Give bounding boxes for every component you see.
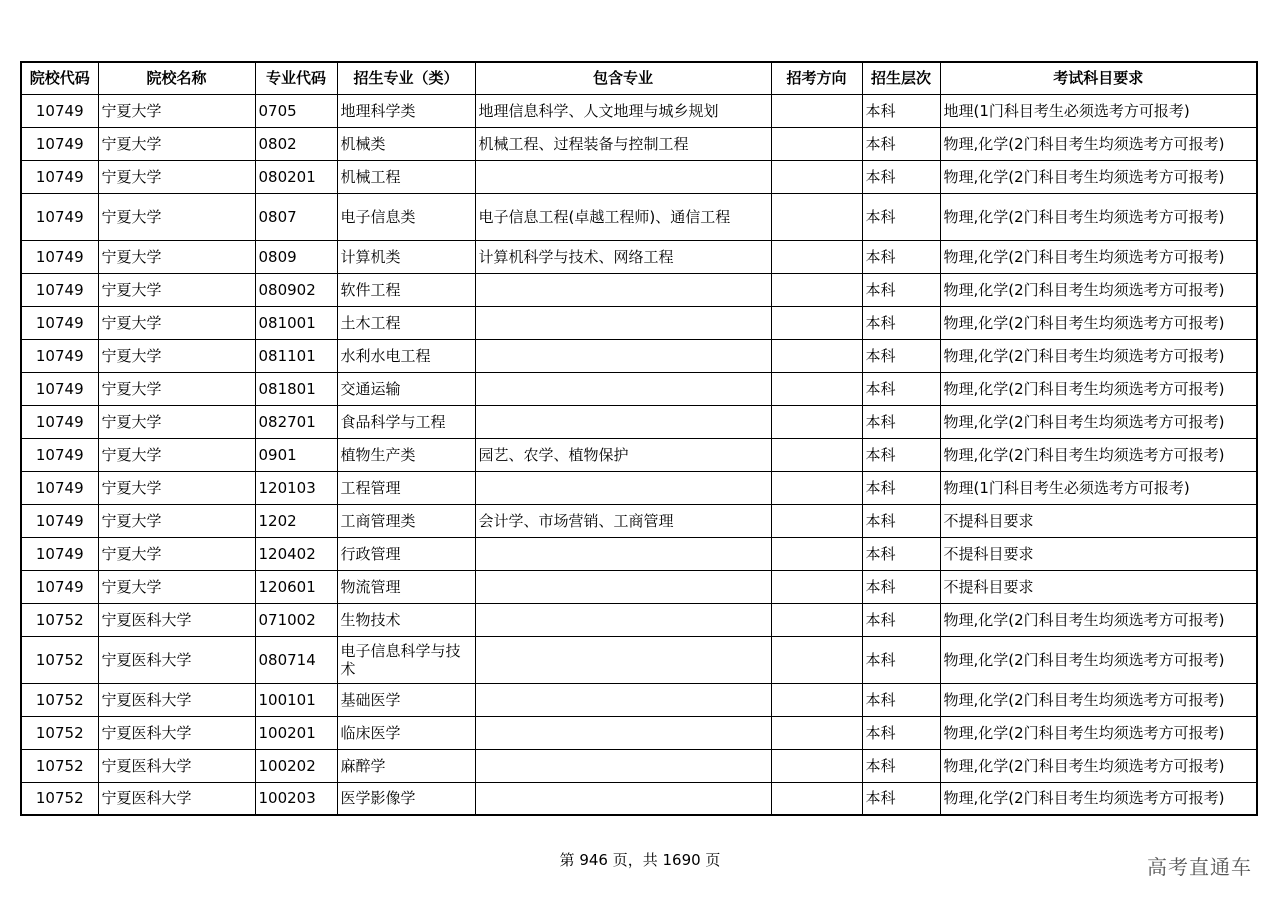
cell-school-code: 10749 [21, 471, 98, 504]
column-header-major-code: 专业代码 [255, 62, 337, 94]
cell-included-majors [475, 339, 771, 372]
cell-subject-requirements: 物理(1门科目考生必须选考方可报考) [940, 471, 1257, 504]
table-row [21, 94, 1257, 127]
cell-included-majors: 机械工程、过程装备与控制工程 [475, 127, 771, 160]
cell-school-code: 10749 [21, 160, 98, 193]
cell-major-code: 081101 [255, 339, 337, 372]
cell-school-code: 10749 [21, 405, 98, 438]
cell-included-majors [475, 716, 771, 749]
cell-included-majors [475, 782, 771, 815]
table-row [21, 471, 1257, 504]
cell-exam-direction [771, 683, 862, 716]
cell-school-code: 10749 [21, 504, 98, 537]
cell-major-category: 麻醉学 [337, 749, 475, 782]
cell-included-majors: 会计学、市场营销、工商管理 [475, 504, 771, 537]
cell-subject-requirements: 物理,化学(2门科目考生均须选考方可报考) [940, 438, 1257, 471]
cell-major-code: 081801 [255, 372, 337, 405]
cell-school-name: 宁夏大学 [98, 537, 255, 570]
column-header-exam-direction: 招考方向 [771, 62, 862, 94]
column-header-included-majors: 包含专业 [475, 62, 771, 94]
column-header-school-code: 院校代码 [21, 62, 98, 94]
cell-included-majors [475, 273, 771, 306]
table-row [21, 749, 1257, 782]
cell-included-majors: 园艺、农学、植物保护 [475, 438, 771, 471]
cell-included-majors [475, 471, 771, 504]
table-row [21, 537, 1257, 570]
cell-school-name: 宁夏大学 [98, 372, 255, 405]
cell-included-majors [475, 306, 771, 339]
cell-school-name: 宁夏大学 [98, 240, 255, 273]
cell-school-code: 10749 [21, 94, 98, 127]
cell-school-code: 10749 [21, 240, 98, 273]
cell-included-majors [475, 683, 771, 716]
cell-subject-requirements: 物理,化学(2门科目考生均须选考方可报考) [940, 240, 1257, 273]
cell-school-name: 宁夏大学 [98, 471, 255, 504]
cell-admission-level: 本科 [862, 94, 940, 127]
cell-major-code: 100101 [255, 683, 337, 716]
cell-exam-direction [771, 570, 862, 603]
cell-major-code: 120103 [255, 471, 337, 504]
cell-admission-level: 本科 [862, 127, 940, 160]
cell-exam-direction [771, 504, 862, 537]
cell-admission-level: 本科 [862, 438, 940, 471]
cell-school-code: 10752 [21, 683, 98, 716]
table-row [21, 570, 1257, 603]
cell-major-code: 0901 [255, 438, 337, 471]
cell-major-code: 0807 [255, 193, 337, 240]
cell-school-name: 宁夏医科大学 [98, 782, 255, 815]
cell-exam-direction [771, 160, 862, 193]
cell-admission-level: 本科 [862, 683, 940, 716]
table-row [21, 240, 1257, 273]
cell-included-majors [475, 160, 771, 193]
cell-exam-direction [771, 636, 862, 683]
cell-school-code: 10749 [21, 273, 98, 306]
cell-subject-requirements: 物理,化学(2门科目考生均须选考方可报考) [940, 273, 1257, 306]
cell-major-code: 0705 [255, 94, 337, 127]
cell-major-code: 071002 [255, 603, 337, 636]
cell-exam-direction [771, 716, 862, 749]
cell-subject-requirements: 物理,化学(2门科目考生均须选考方可报考) [940, 127, 1257, 160]
table-row [21, 636, 1257, 683]
cell-exam-direction [771, 94, 862, 127]
cell-subject-requirements: 物理,化学(2门科目考生均须选考方可报考) [940, 193, 1257, 240]
cell-major-category: 机械类 [337, 127, 475, 160]
table-body [21, 94, 1257, 815]
cell-school-name: 宁夏医科大学 [98, 683, 255, 716]
cell-school-code: 10749 [21, 339, 98, 372]
cell-major-code: 0802 [255, 127, 337, 160]
cell-subject-requirements: 物理,化学(2门科目考生均须选考方可报考) [940, 749, 1257, 782]
cell-subject-requirements: 物理,化学(2门科目考生均须选考方可报考) [940, 683, 1257, 716]
cell-school-name: 宁夏大学 [98, 193, 255, 240]
cell-subject-requirements: 物理,化学(2门科目考生均须选考方可报考) [940, 160, 1257, 193]
cell-major-code: 082701 [255, 405, 337, 438]
cell-major-code: 120402 [255, 537, 337, 570]
cell-subject-requirements: 地理(1门科目考生必须选考方可报考) [940, 94, 1257, 127]
cell-included-majors [475, 749, 771, 782]
table-row [21, 504, 1257, 537]
cell-major-category: 地理科学类 [337, 94, 475, 127]
table-header-row [21, 62, 1257, 94]
cell-major-code: 1202 [255, 504, 337, 537]
cell-included-majors [475, 405, 771, 438]
cell-exam-direction [771, 537, 862, 570]
cell-school-name: 宁夏大学 [98, 306, 255, 339]
cell-school-name: 宁夏大学 [98, 127, 255, 160]
cell-school-name: 宁夏大学 [98, 570, 255, 603]
cell-school-code: 10752 [21, 749, 98, 782]
cell-admission-level: 本科 [862, 782, 940, 815]
cell-major-code: 100202 [255, 749, 337, 782]
cell-admission-level: 本科 [862, 160, 940, 193]
admission-requirements-table [20, 61, 1258, 816]
cell-major-category: 水利水电工程 [337, 339, 475, 372]
cell-admission-level: 本科 [862, 405, 940, 438]
cell-included-majors [475, 603, 771, 636]
cell-exam-direction [771, 782, 862, 815]
cell-admission-level: 本科 [862, 471, 940, 504]
cell-subject-requirements: 物理,化学(2门科目考生均须选考方可报考) [940, 405, 1257, 438]
cell-subject-requirements: 物理,化学(2门科目考生均须选考方可报考) [940, 306, 1257, 339]
cell-included-majors [475, 537, 771, 570]
cell-school-code: 10749 [21, 372, 98, 405]
cell-admission-level: 本科 [862, 339, 940, 372]
table-row [21, 160, 1257, 193]
cell-admission-level: 本科 [862, 193, 940, 240]
cell-major-category: 电子信息科学与技术 [337, 636, 475, 683]
cell-school-name: 宁夏大学 [98, 339, 255, 372]
cell-included-majors [475, 570, 771, 603]
column-header-admission-level: 招生层次 [862, 62, 940, 94]
cell-school-name: 宁夏医科大学 [98, 749, 255, 782]
cell-subject-requirements: 物理,化学(2门科目考生均须选考方可报考) [940, 603, 1257, 636]
cell-school-code: 10749 [21, 193, 98, 240]
cell-exam-direction [771, 240, 862, 273]
cell-admission-level: 本科 [862, 504, 940, 537]
cell-major-category: 工程管理 [337, 471, 475, 504]
cell-major-code: 080201 [255, 160, 337, 193]
cell-major-code: 120601 [255, 570, 337, 603]
cell-school-name: 宁夏医科大学 [98, 636, 255, 683]
cell-major-code: 080902 [255, 273, 337, 306]
cell-exam-direction [771, 438, 862, 471]
cell-major-category: 交通运输 [337, 372, 475, 405]
cell-included-majors: 计算机科学与技术、网络工程 [475, 240, 771, 273]
cell-subject-requirements: 物理,化学(2门科目考生均须选考方可报考) [940, 339, 1257, 372]
cell-major-category: 工商管理类 [337, 504, 475, 537]
cell-subject-requirements: 物理,化学(2门科目考生均须选考方可报考) [940, 782, 1257, 815]
cell-admission-level: 本科 [862, 603, 940, 636]
cell-school-code: 10752 [21, 716, 98, 749]
cell-exam-direction [771, 339, 862, 372]
table-row [21, 339, 1257, 372]
table-row [21, 273, 1257, 306]
cell-included-majors: 电子信息工程(卓越工程师)、通信工程 [475, 193, 771, 240]
page-number-footer: 第 946 页，共 1690 页 [559, 851, 721, 869]
cell-included-majors [475, 372, 771, 405]
cell-school-name: 宁夏大学 [98, 160, 255, 193]
cell-school-name: 宁夏大学 [98, 405, 255, 438]
table-row [21, 306, 1257, 339]
cell-school-code: 10752 [21, 636, 98, 683]
cell-school-code: 10749 [21, 537, 98, 570]
cell-major-category: 行政管理 [337, 537, 475, 570]
table-row [21, 716, 1257, 749]
cell-admission-level: 本科 [862, 306, 940, 339]
table-row [21, 127, 1257, 160]
cell-major-code: 100203 [255, 782, 337, 815]
cell-subject-requirements: 物理,化学(2门科目考生均须选考方可报考) [940, 716, 1257, 749]
cell-school-code: 10749 [21, 570, 98, 603]
cell-major-category: 临床医学 [337, 716, 475, 749]
cell-major-code: 100201 [255, 716, 337, 749]
cell-subject-requirements: 不提科目要求 [940, 504, 1257, 537]
cell-admission-level: 本科 [862, 716, 940, 749]
cell-admission-level: 本科 [862, 372, 940, 405]
column-header-subject-requirements: 考试科目要求 [940, 62, 1257, 94]
cell-exam-direction [771, 603, 862, 636]
cell-school-name: 宁夏大学 [98, 504, 255, 537]
column-header-school-name: 院校名称 [98, 62, 255, 94]
cell-exam-direction [771, 372, 862, 405]
cell-subject-requirements: 物理,化学(2门科目考生均须选考方可报考) [940, 372, 1257, 405]
table-row [21, 782, 1257, 815]
cell-school-code: 10749 [21, 438, 98, 471]
cell-exam-direction [771, 306, 862, 339]
cell-admission-level: 本科 [862, 240, 940, 273]
column-header-major-category: 招生专业（类） [337, 62, 475, 94]
cell-school-code: 10749 [21, 127, 98, 160]
table-row [21, 372, 1257, 405]
cell-major-category: 生物技术 [337, 603, 475, 636]
cell-admission-level: 本科 [862, 273, 940, 306]
cell-major-category: 计算机类 [337, 240, 475, 273]
cell-major-code: 081001 [255, 306, 337, 339]
table-row [21, 603, 1257, 636]
cell-subject-requirements: 不提科目要求 [940, 570, 1257, 603]
cell-school-code: 10752 [21, 782, 98, 815]
cell-major-category: 土木工程 [337, 306, 475, 339]
cell-major-category: 食品科学与工程 [337, 405, 475, 438]
cell-admission-level: 本科 [862, 570, 940, 603]
cell-exam-direction [771, 749, 862, 782]
cell-included-majors: 地理信息科学、人文地理与城乡规划 [475, 94, 771, 127]
cell-major-category: 电子信息类 [337, 193, 475, 240]
cell-admission-level: 本科 [862, 537, 940, 570]
table-row [21, 405, 1257, 438]
cell-subject-requirements: 物理,化学(2门科目考生均须选考方可报考) [940, 636, 1257, 683]
cell-major-category: 基础医学 [337, 683, 475, 716]
table-row [21, 193, 1257, 240]
cell-major-code: 080714 [255, 636, 337, 683]
cell-major-category: 机械工程 [337, 160, 475, 193]
cell-subject-requirements: 不提科目要求 [940, 537, 1257, 570]
cell-school-code: 10749 [21, 306, 98, 339]
cell-exam-direction [771, 273, 862, 306]
watermark-text: 高考直通车 [1147, 855, 1252, 879]
cell-major-category: 植物生产类 [337, 438, 475, 471]
cell-school-code: 10752 [21, 603, 98, 636]
cell-major-category: 软件工程 [337, 273, 475, 306]
cell-exam-direction [771, 471, 862, 504]
cell-major-code: 0809 [255, 240, 337, 273]
table-row [21, 683, 1257, 716]
cell-exam-direction [771, 405, 862, 438]
cell-school-name: 宁夏医科大学 [98, 716, 255, 749]
cell-major-category: 物流管理 [337, 570, 475, 603]
cell-school-name: 宁夏医科大学 [98, 603, 255, 636]
cell-exam-direction [771, 193, 862, 240]
table-row [21, 438, 1257, 471]
cell-exam-direction [771, 127, 862, 160]
cell-school-name: 宁夏大学 [98, 438, 255, 471]
cell-admission-level: 本科 [862, 749, 940, 782]
cell-admission-level: 本科 [862, 636, 940, 683]
cell-included-majors [475, 636, 771, 683]
cell-school-name: 宁夏大学 [98, 94, 255, 127]
cell-major-category: 医学影像学 [337, 782, 475, 815]
cell-school-name: 宁夏大学 [98, 273, 255, 306]
